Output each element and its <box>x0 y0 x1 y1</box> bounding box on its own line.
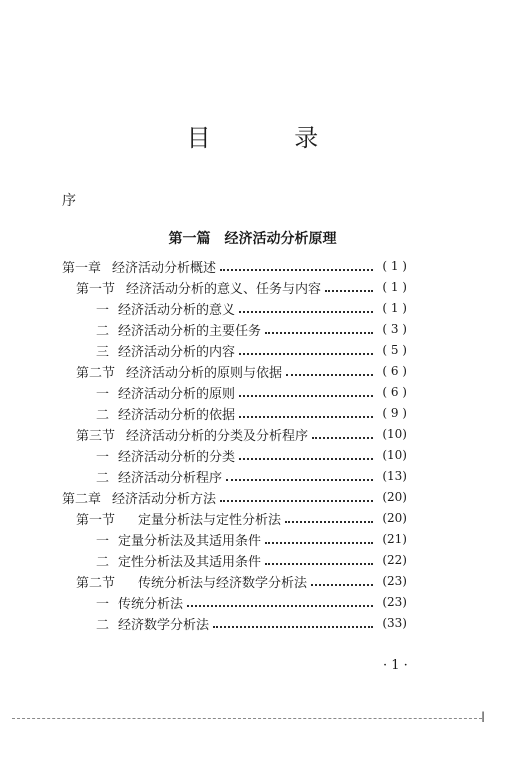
dot-leader <box>239 394 373 397</box>
toc-entry-label: 三 <box>96 344 110 360</box>
dot-leader <box>286 373 373 376</box>
toc-entry-item <box>96 550 407 570</box>
page-number: · 1 · <box>383 658 408 673</box>
toc-entry-page: ( 9 ) <box>382 406 407 420</box>
toc-entry-page: (10) <box>382 427 407 441</box>
toc-entry-label: 一 <box>96 533 110 549</box>
dot-leader <box>220 268 373 271</box>
toc-entry-label: 二 <box>96 470 110 486</box>
toc-entry-title: 经济活动分析方法 <box>112 491 217 507</box>
toc-entry-page: (23) <box>382 595 407 609</box>
toc-entry-section <box>76 571 407 591</box>
toc-entry-item <box>96 613 407 633</box>
toc-entry-page: ( 1 ) <box>382 301 407 315</box>
dot-leader <box>311 583 373 586</box>
toc-entry-title: 经济活动分析的内容 <box>118 344 236 360</box>
toc-entry-page: (33) <box>382 616 407 630</box>
toc-entry-title: 经济活动分析概述 <box>112 260 217 276</box>
toc-entry-label: 二 <box>96 323 110 339</box>
toc-entry-page: ( 1 ) <box>382 280 407 294</box>
toc-entry-page: ( 5 ) <box>382 343 407 357</box>
toc-entry-label: 第二节 <box>76 575 116 591</box>
toc-entry-section <box>76 508 407 528</box>
toc-entry-title: 经济活动分析的分类 <box>118 449 236 465</box>
toc-entry-label: 第一节 <box>76 281 116 297</box>
toc-entry-page: (23) <box>382 574 407 588</box>
toc-entry-title: 经济活动分析的原则 <box>118 386 236 402</box>
toc-entry-title: 经济活动分析的分类及分析程序 <box>126 428 309 444</box>
toc-entry-label: 二 <box>96 617 110 633</box>
dot-leader <box>312 436 373 439</box>
part-heading: 第一篇 经济活动分析原理 <box>168 231 337 247</box>
toc-entry-chapter <box>62 256 407 276</box>
toc-entry-item <box>96 403 407 423</box>
dot-leader <box>187 604 373 607</box>
toc-entry-page: ( 3 ) <box>382 322 407 336</box>
scan-edge-mark: ǀ <box>481 710 486 726</box>
page-title: 目 录 <box>186 124 357 152</box>
toc-entry-page: ( 1 ) <box>382 259 407 273</box>
dot-leader <box>226 478 373 481</box>
toc-entry-title: 经济活动分析的意义 <box>118 302 236 318</box>
toc-entry-section <box>76 277 407 297</box>
toc-entry-title: 经济数学分析法 <box>118 617 210 633</box>
toc-entry-label: 一 <box>96 386 110 402</box>
toc-entry-section <box>76 424 407 444</box>
toc-entry-label: 第一节 <box>76 512 116 528</box>
toc-entry-page: (20) <box>382 511 407 525</box>
toc-entry-label: 第一章 <box>62 260 102 276</box>
toc-entry-page: (22) <box>382 553 407 567</box>
toc-entry-page: (20) <box>382 490 407 504</box>
toc-entry-label: 二 <box>96 554 110 570</box>
toc-entry-page: (10) <box>382 448 407 462</box>
toc-entry-item <box>96 445 407 465</box>
toc-entry-title: 定量分析法与定性分析法 <box>138 512 282 528</box>
toc-entry-title: 经济活动分析的主要任务 <box>118 323 262 339</box>
toc-entry-item <box>96 592 407 612</box>
toc-entry-item <box>96 466 407 486</box>
toc-entry-page: ( 6 ) <box>382 364 407 378</box>
dot-leader <box>239 457 373 460</box>
toc-entry-label: 第二节 <box>76 365 116 381</box>
dot-leader <box>213 625 373 628</box>
dot-leader <box>265 562 373 565</box>
preface-entry: 序 <box>62 193 76 209</box>
dot-leader <box>285 520 373 523</box>
toc-entry-page: ( 6 ) <box>382 385 407 399</box>
toc-entry-title: 定性分析法及其适用条件 <box>118 554 262 570</box>
dot-leader <box>325 289 373 292</box>
toc-entry-label: 一 <box>96 596 110 612</box>
toc-entry-item <box>96 382 407 402</box>
toc-entry-section <box>76 361 407 381</box>
toc-entry-label: 第三节 <box>76 428 116 444</box>
toc-entry-title: 经济活动分析的依据 <box>118 407 236 423</box>
toc-entry-label: 第二章 <box>62 491 102 507</box>
dot-leader <box>239 352 373 355</box>
dot-leader <box>220 499 373 502</box>
dot-leader <box>239 415 373 418</box>
toc-entry-label: 二 <box>96 407 110 423</box>
toc-entry-item <box>96 298 407 318</box>
dot-leader <box>265 541 373 544</box>
toc-entry-title: 定量分析法及其适用条件 <box>118 533 262 549</box>
dot-leader <box>265 331 373 334</box>
toc-entry-title: 经济活动分析的原则与依据 <box>126 365 283 381</box>
toc-entry-chapter <box>62 487 407 507</box>
toc-entry-title: 经济活动分析程序 <box>118 470 223 486</box>
toc-entry-item <box>96 529 407 549</box>
toc-entry-title: 传统分析法与经济数学分析法 <box>138 575 308 591</box>
toc-entry-title: 经济活动分析的意义、任务与内容 <box>126 281 322 297</box>
toc-entry-label: 一 <box>96 302 110 318</box>
toc-entry-item <box>96 319 407 339</box>
scan-edge-line <box>12 718 482 720</box>
toc-entry-title: 传统分析法 <box>118 596 184 612</box>
dot-leader <box>239 310 373 313</box>
toc-entry-label: 一 <box>96 449 110 465</box>
toc-entry-item <box>96 340 407 360</box>
toc-entry-page: (13) <box>382 469 407 483</box>
toc-entry-page: (21) <box>382 532 407 546</box>
